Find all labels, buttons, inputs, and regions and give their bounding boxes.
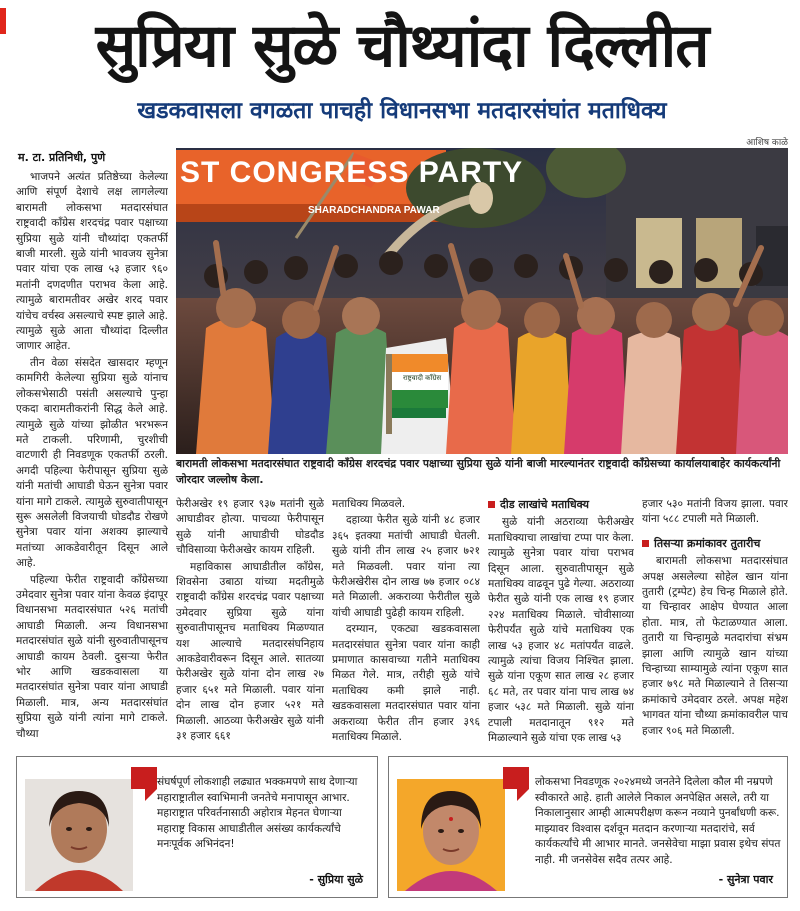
- quote-mark-icon: [127, 763, 161, 803]
- photo-credit: आशिष काळे: [746, 138, 788, 148]
- paragraph: भाजपने अत्यंत प्रतिष्ठेच्या केलेल्या आणि संपूर्ण देशाचे लक्ष लागलेल्या बारामती लोकसभा मतदारसंघात राष्ट्रवादी काँग्रेस शरदचंद्र पवार पक्षाच्या सुप्रिया सुळे यांनी चौथ्यांदा एकतर्फी बाजी मारली. सुळे यांनी भावजय सुनेत्रा पवार यांचा एक लाख ५३ हजार ९६० मतांनी दणदणीत पराभव केला आहे. त्यामुळे बारामतीवर अखेर शरद पवार यांचेच वर्चस्व असल्याचे स्पष्ट झाले आहे. त्यामुळे सुळे आता चौथ्यांदा दिल्लीत जाणार आहेत.: [16, 171, 168, 353]
- paragraph: हजार ५३० मतांनी विजय झाला. पवार यांना ५८८ टपाली मते मिळाली.: [642, 498, 788, 526]
- portrait-illustration: [25, 779, 133, 891]
- paragraph: मताधिक्य मिळवले.: [332, 498, 406, 510]
- quote-box-supriya: [16, 756, 378, 898]
- photo-caption: बारामती लोकसभा मतदारसंघात राष्ट्रवादी काँग्रेस शरदचंद्र पवार पक्षाच्या सुप्रिया सुळे यांनी बाजी मारल्यानंतर राष्ट्रवादी काँग्रेसच्या कार्यालयाबाहेर कार्यकर्त्यांनी जोरदार जल्लोष केला.: [176, 457, 781, 486]
- celebration-photo: [176, 148, 788, 454]
- subtitle-text: तिसऱ्या क्रमांकावर तुतारीच: [654, 536, 761, 550]
- paragraph: सुळे यांनी अठराव्या फेरीअखेर मताधिक्याचा लाखांचा टप्पा पार केला. त्यामुळे सुनेत्रा पवार यांचा पराभव दिसून आला. सुरुवातीपासून सुळे मताधिक्य वाढवून पुढे गेल्या. अठराव्या फेरीत सुळे यांनी एक लाख १९ हजार २२४ मताधिक्य मिळाले. चोवीसाव्या फेरीपर्यंत सुळे यांचे मताधिक्य एक लाख ५३ हजार ४८ मतांपर्यंत वाढले. त्यामुळे त्यांचा विजय निश्चित झाला. सुळे यांना एकूण सात लाख २८ हजार ६८ मते, तर पवार यांना पाच लाख ७४ हजार ५३८ मते मिळाली. सुळे यांना टपाली मतदानातून ९१२ मते मिळाल्याने सुळे यांचा एक लाख ५३: [488, 516, 634, 745]
- paragraph: दहाव्या फेरीत सुळे यांनी ४८ हजार ३६५ इतक्या मतांची आघाडी घेतली. सुळे यांनी तीन लाख २५ हजार ७२१ मते मिळवली. पवार यांना त्या फेरीअखेरीस दोन लाख ७७ हजार ०८४ मते मिळाली. अकराव्या फेरीतील सुळे यांची आघाडी पुढेही कायम राहिली.: [332, 514, 480, 619]
- paragraph: पहिल्या फेरीत राष्ट्रवादी काँग्रेसच्या उमेदवार सुनेत्रा पवार यांना केवळ इंदापूर विधानसभा मतदारसंघात ५२६ मतांची आघाडी मिळाली. अन्य विधानसभा मतदारसंघांत सुळे यांनी सुरुवातीपासूनच आघाडी कायम ठेवली. दुसऱ्या फेरीत भोर आणि खडकवासला या मतदारसंघांत सुनेत्रा पवार यांना आघाडी मिळाली. मात्र, अन्य मतदारसंघांत सुप्रिया सुळे यांनी त्यांना मागे टाकले. चौथ्या: [16, 573, 168, 740]
- portrait-photo: [25, 779, 133, 891]
- subheadline: खडकवासला वगळता पाचही विधानसभा मतदारसंघांत मताधिक्य: [137, 98, 667, 124]
- flag-text: राष्ट्रवादी काँग्रेस: [402, 374, 442, 382]
- article-column-4: [488, 497, 634, 747]
- banner-text: ST CONGRESS PARTY: [180, 156, 524, 189]
- portrait-photo: [397, 779, 505, 891]
- article-column-5: [642, 497, 788, 747]
- quote-author: - सुनेत्रा पवार: [718, 873, 773, 886]
- quote-text: लोकसभा निवडणूक २०२४मध्ये जनतेने दिलेला कौल मी नम्रपणे स्वीकारते आहे. हाती आलेले निकाल अनपेक्षित असले, तरी या निकालानुसार आम्ही आत्मपरीक्षण करून नव्याने पुनर्बांधणी करू. माझ्यावर विश्वास दर्शवून मतदान करणाऱ्या मतदारांचे, सर्व कार्यकर्त्यांचे मी आभार मानते. जनसेवेचा माझा प्रवास इथेच संपत नाही. मी जनसेवेस सदैव तत्पर आहे.: [535, 776, 781, 866]
- paragraph: दरम्यान, एकट्या खडकवासला मतदारसंघात सुनेत्रा पवार यांना काही प्रमाणात कासवाच्या गतीने मताधिक्य मिळत गेले. मात्र, तरीही सुळे यांचे मताधिक्य कमी झाले नाही. खडकवासला मतदारसंघात पवार यांना अकराव्या फेरीत तीन हजार ३९६ मताधिक्य मिळाले.: [332, 623, 480, 744]
- paragraph: बारामती लोकसभा मतदारसंघात अपक्ष असलेल्या सोहेल खान यांना तुतारी (ट्रम्पेट) हेच चिन्ह मिळाले होते. या चिन्हावर आक्षेप घेण्यात आला होता. मात्र, तो फेटाळण्यात आला. तुतारी या चिन्हामुळे मतदारांचा संभ्रम झाला आणि त्यामुळे खान यांच्या चिन्हाच्या साम्यामुळे त्यांना एकूण सात हजार ७९८ मते मिळाल्याने ते तिसऱ्या क्रमांकाचे उमेदवार ठरले. अपक्ष महेश भागवत यांना चौथ्या क्रमांकावरील पाच हजार ९०६ मते मिळाली.: [642, 555, 788, 737]
- quote-mark-icon: [499, 763, 533, 803]
- quote-text: संघर्षपूर्ण लोकशाही लढ्यात भक्कमपणे साथ देणाऱ्या महाराष्ट्रातील स्वाभिमानी जनतेचे मनापासून आभार. महाराष्ट्रात परिवर्तनासाठी अहोरात्र मेहनत घेणाऱ्या महाराष्ट्र विकास आघाडीतील असंख्य कार्यकर्त्यांचे मनःपूर्वक अभिनंदन!: [157, 776, 358, 851]
- quote-box-sunetra: [388, 756, 788, 898]
- section-subtitle: [642, 536, 788, 551]
- subtitle-text: दीड लाखांचे मताधिक्य: [500, 498, 589, 511]
- banner-subtext: SHARADCHANDRA PAWAR: [308, 205, 440, 216]
- article-column-3: [332, 497, 480, 747]
- article-column-1: [16, 170, 168, 745]
- headline: सुप्रिया सुळे चौथ्यांदा दिल्लीत: [95, 11, 709, 81]
- byline: म. टा. प्रतिनिधी, पुणे: [18, 151, 106, 164]
- paragraph: फेरीअखेर १९ हजार ९३७ मतांनी सुळे आघाडीवर होत्या. पाचव्या फेरीपासून सुळे यांनी आघाडीची घोडदौड चौविसाव्या फेरीअखेर कायम राहिली.: [176, 498, 324, 557]
- section-subtitle: [488, 497, 634, 512]
- edge-marker: [0, 8, 6, 34]
- bullet-square-icon: [642, 540, 649, 547]
- crowd-illustration: [176, 148, 788, 454]
- paragraph: महाविकास आघाडीतील काँग्रेस, शिवसेना उबाठा यांच्या मदतीमुळे राष्ट्रवादी काँग्रेस शरदचंद्र पवार पक्षाच्या उमेदवार सुप्रिया सुळे यांना सुरुवातीपासूनच मताधिक्य मिळण्यात यश आल्याचे मतदारसंघनिहाय आकडेवारीवरून दिसून आले. सातव्या फेरीअखेर सुळे यांना दोन लाख २७ हजार ६५१ मते मिळाली. पवार यांना दोन लाख दोन हजार ५२१ मते मिळाली. आठव्या फेरीअखेर सुळे यांनी ३१ हजार ६६१: [176, 560, 324, 743]
- bullet-square-icon: [488, 501, 495, 508]
- paragraph: तीन वेळा संसदेत खासदार म्हणून कामगिरी केलेल्या सुप्रिया सुळे यांनाच लोकसभेसाठी पसंती असल्याचे पुन्हा एकदा बारामतीकरांनी सिद्ध केले आहे. त्यामुळे सुळे यांच्या झोळीत भरभरून मते टाकली. परिणामी, चुरशीची वाटणारी ही निवडणूक एकतर्फी ठरली. अगदी पहिल्या फेरीपासून सुप्रिया सुळे यांनी मतांची आघाडी घेऊन सुनेत्रा पवार यांना मागे टाकले. त्यामुळे सुरुवातीपासून सुरू असलेली विजयाची घोडदौड रोखणे सुनेत्रा पवार यांना अशक्य झाल्याचे मतांच्या आकडेवारीतून दिसून आले आहे.: [16, 356, 168, 570]
- quote-author: - सुप्रिया सुळे: [309, 873, 363, 886]
- article-column-2: [176, 497, 324, 747]
- portrait-illustration: [397, 779, 505, 891]
